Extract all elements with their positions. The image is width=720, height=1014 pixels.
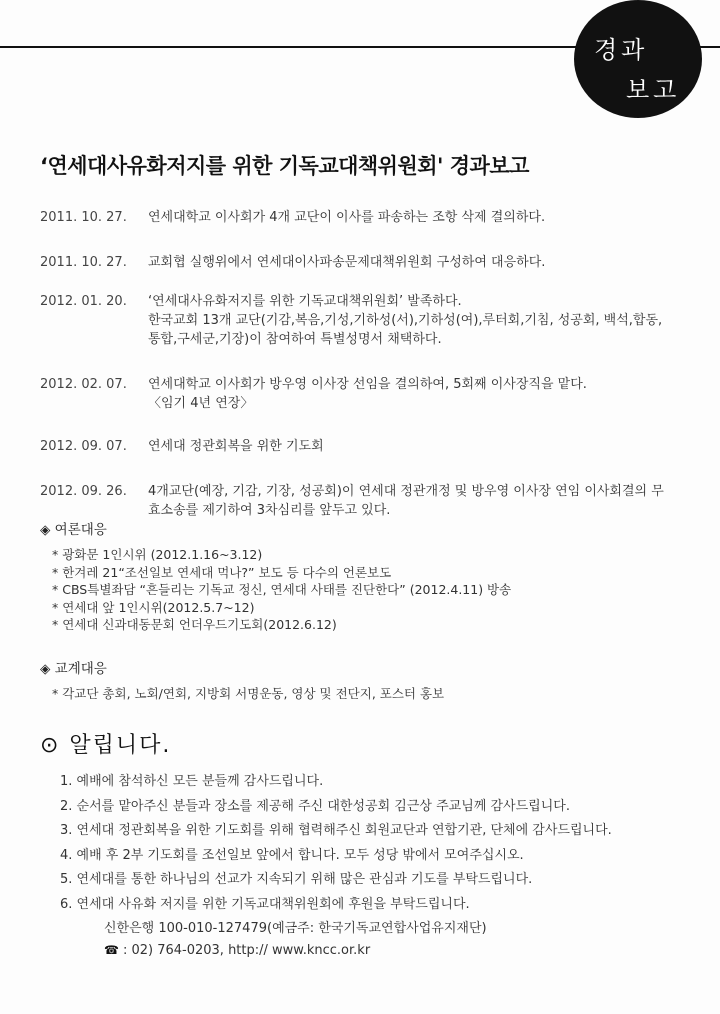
notice-item: 3. 연세대 정관회복을 위한 기도회를 위해 협력해주신 회원교단과 연합기관, 단체에 감사드립니다. — [60, 823, 612, 838]
notice-item: 5. 연세대를 통한 하나님의 선교가 지속되기 위해 많은 관심과 기도를 부탁드립니다. — [60, 872, 533, 887]
public-response-item: * 광화문 1인시위 (2012.1.16~3.12) — [52, 547, 263, 562]
notice-heading: ⊙ 알립니다. — [40, 733, 172, 758]
notice-list — [60, 770, 612, 917]
badge-line-1: 경과 — [594, 36, 649, 64]
timeline-text — [148, 482, 680, 520]
timeline-text — [148, 375, 680, 413]
badge-line-2: 보고 — [626, 76, 681, 104]
timeline-date: 2012. 09. 07. — [40, 439, 127, 454]
timeline-date: 2012. 09. 26. — [40, 484, 127, 499]
church-response-heading: ◈ 교계대응 — [40, 661, 107, 677]
page-title: ‘연세대사유화저지를 위한 기독교대책위원회' 경과보고 — [40, 154, 529, 178]
timeline-line: 한국교회 13개 교단(기감,복음,기성,기하성(서),기하성(여),루터회,기침, 성공회, 백석,합동, — [148, 313, 663, 328]
timeline-text — [148, 292, 680, 349]
timeline-date: 2012. 01. 20. — [40, 294, 127, 309]
contact-text: : 02) 764-0203, http:// www.kncc.or.kr — [122, 943, 371, 958]
church-response-list — [52, 685, 444, 703]
public-response-item: * 연세대 신과대동문회 언더우드기도회(2012.6.12) — [52, 617, 337, 632]
bank-account: 신한은행 100-010-127479(예금주: 한국기독교연합사업유지재단) — [104, 921, 487, 936]
timeline-row — [40, 292, 680, 349]
timeline-row — [40, 437, 680, 456]
timeline-text — [148, 253, 680, 272]
timeline-line: ‘연세대사유화저지를 위한 기독교대책위원회’ 발족하다. — [148, 294, 462, 309]
notice-item: 1. 예배에 참석하신 모든 분들께 감사드립니다. — [60, 774, 324, 789]
timeline-line: 연세대학교 이사회가 4개 교단이 이사를 파송하는 조항 삭제 결의하다. — [148, 210, 546, 225]
timeline-line: 효소송를 제기하여 3차심리를 앞두고 있다. — [148, 503, 391, 518]
timeline-date: 2011. 10. 27. — [40, 255, 127, 270]
public-response-item: * 연세대 앞 1인시위(2012.5.7~12) — [52, 599, 255, 615]
timeline-row — [40, 375, 680, 413]
phone-icon: ☎ — [104, 943, 119, 957]
timeline-line: 4개교단(예장, 기감, 기장, 성공회)이 연세대 정관개정 및 방우영 이사장 연임 이사회결의 무 — [148, 484, 664, 499]
church-response-item: * 각교단 총회, 노회/연회, 지방회 서명운동, 영상 및 전단지, 포스터 홍보 — [52, 686, 445, 701]
notice-item: 6. 연세대 사유화 저지를 위한 기독교대책위원회에 후원을 부탁드립니다. — [60, 896, 470, 912]
timeline-date: 2011. 10. 27. — [40, 210, 127, 225]
report-badge — [574, 0, 702, 118]
timeline-line: 연세대 정관회복을 위한 기도회 — [148, 439, 324, 454]
public-response-list — [52, 546, 511, 634]
public-response-item: * CBS특별좌담 “흔들리는 기독교 정신, 연세대 사태를 진단한다” (2012.4.11) 방송 — [52, 582, 512, 597]
public-response-heading: ◈ 여론대응 — [40, 522, 107, 538]
timeline-text — [148, 437, 680, 456]
timeline-row — [40, 208, 680, 227]
timeline-line: 〈임기 4년 연장〉 — [148, 396, 254, 411]
timeline-line: 통합,구세군,기장)이 참여하여 특별성명서 채택하다. — [148, 332, 442, 347]
contact-line — [104, 943, 370, 958]
public-response-item: * 한겨레 21“조선일보 연세대 먹나?” 보도 등 다수의 언론보도 — [52, 564, 392, 580]
timeline-line: 연세대학교 이사회가 방우영 이사장 선임을 결의하여, 5회째 이사장직을 맡다. — [148, 377, 587, 392]
timeline-row — [40, 253, 680, 272]
notice-item: 2. 순서를 맡아주신 분들과 장소를 제공해 주신 대한성공회 김근상 주교님께 감사드립니다. — [60, 798, 570, 814]
timeline-text — [148, 208, 680, 227]
timeline-row — [40, 482, 680, 520]
timeline — [40, 208, 680, 520]
timeline-date: 2012. 02. 07. — [40, 377, 127, 392]
notice-item: 4. 예배 후 2부 기도회를 조선일보 앞에서 합니다. 모두 성당 밖에서 모여주십시오. — [60, 847, 524, 863]
timeline-line: 교회협 실행위에서 연세대이사파송문제대책위원회 구성하여 대응하다. — [148, 255, 546, 270]
